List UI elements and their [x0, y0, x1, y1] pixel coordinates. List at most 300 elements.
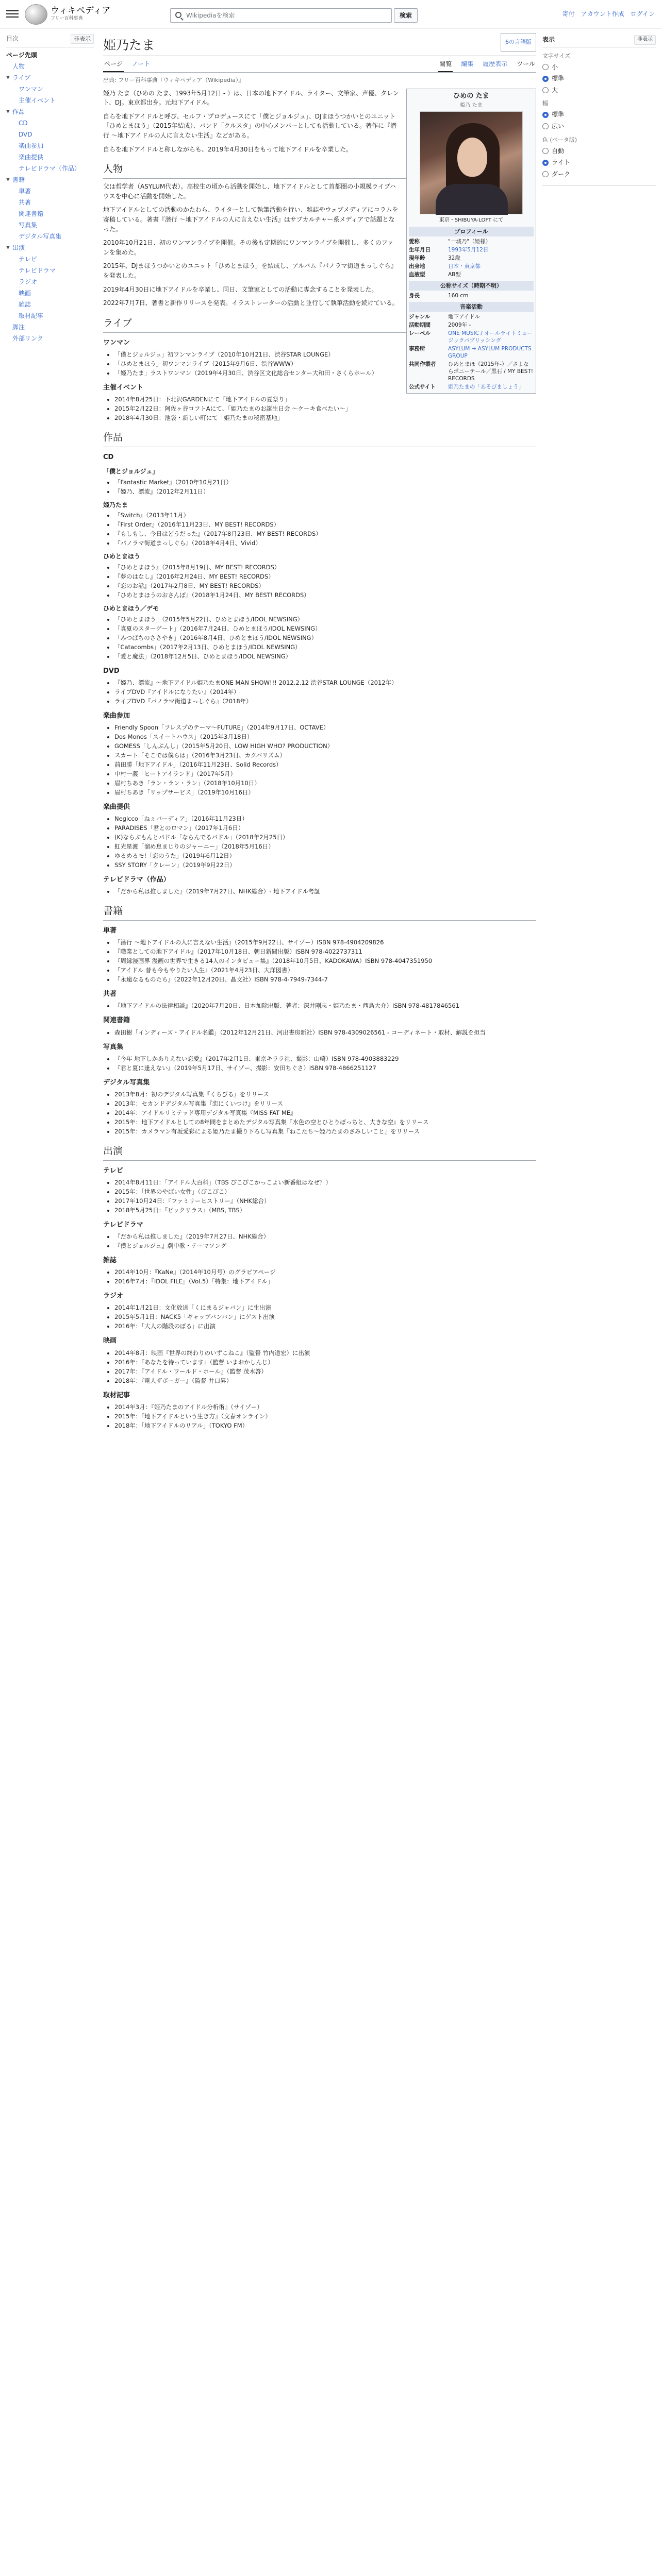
item-list [114, 815, 536, 870]
toc-header [6, 33, 94, 47]
list-item: • ゆるめるモ!「恋のうた」（2019年6月12日） [114, 852, 536, 860]
infobox-value: AB型 [448, 271, 461, 278]
list-item: • 「ひめとまほう」（2015年5月22日、ひめとまほう/IDOL NEWSING） [114, 615, 536, 624]
appearance-hide-button[interactable]: 非表示 [634, 35, 656, 45]
item-list [114, 1349, 536, 1385]
infobox-value[interactable]: 姫乃たまの「あそびましょう」 [448, 383, 524, 390]
source-note: 出典: フリー百科事典『ウィキペディア（Wikipedia）』 [103, 76, 244, 83]
toc-item-label: 写真集 [19, 222, 38, 229]
subsection-heading: DVD [103, 667, 120, 675]
paragraph: 父は哲学者（ASYLUM代表）。高校生の頃から活動を開始し、地下アイドルとして首都圏の小規模ライブハウスを中心に活動を開始した。 [103, 183, 396, 200]
toc-item-label: 書籍 [12, 176, 25, 184]
list-item: • 『ひめとまほうのおさんぽ』（2018年1月24日、MY BEST! RECORDS） [114, 591, 536, 600]
subsection-heading: 関連書籍 [103, 1016, 130, 1025]
paragraph: 2015年、DJまほうつかいとのユニット「ひめとまほう」を結成し、アルバム『パノラマ街道まっしぐら』を発表した。 [103, 262, 397, 279]
text-size-options [542, 62, 656, 95]
toc-item-label: 出演 [12, 244, 25, 252]
site-wordmark[interactable] [51, 6, 111, 23]
toc-item-5[interactable] [6, 106, 94, 117]
search-icon [175, 12, 181, 18]
list-item: • 2015年2月22日：阿佐ヶ谷ロフトAにて、「姫乃たまのお誕生日会 〜ケーキ食べたい〜」 [114, 404, 536, 413]
text-size-option-1[interactable] [542, 74, 656, 83]
radio-icon[interactable] [542, 64, 549, 70]
create-account-link[interactable]: アカウント作成 [581, 10, 624, 18]
view-tabs [438, 57, 536, 72]
toc-item-13[interactable] [6, 197, 94, 208]
toc-item-9[interactable] [6, 151, 94, 163]
lead-paragraph: 姫乃 たま（ひめの たま、1993年5月12日 - ）は、日本の地下アイドル、ライター、文筆家、声優、タレント、DJ。東京都出身。元地下アイドル。 [103, 89, 399, 107]
search-placeholder: Wikipediaを検索 [186, 11, 235, 19]
list-item: • スカート「そこでは僕らは」（2016年3月23日、カクバリズム） [114, 751, 536, 760]
infobox-row [409, 329, 534, 345]
language-button[interactable]: 6の言語版 [501, 33, 536, 52]
wikipedia-logo[interactable] [25, 4, 47, 25]
infobox-value: 1993年5月12日 [448, 246, 489, 253]
toc-item-21[interactable] [6, 287, 94, 299]
toc-item-label: 作品 [12, 108, 25, 116]
toc-item-label: テレビドラマ（作品） [19, 165, 80, 173]
list-item: • 2016年：「大人の階段のぼる」に出演 [114, 1322, 536, 1331]
list-item: • 2014年8月：映画『世界の終わりのいずこねこ』（監督 竹内道宏）に出演 [114, 1349, 536, 1358]
item-list [114, 1002, 536, 1010]
site-tagline: フリー百科事典 [51, 16, 83, 21]
section-heading [103, 904, 536, 921]
toc-hide-button[interactable]: 非表示 [71, 34, 94, 44]
list-item: • 「僕とジョルジュ」初ワンマンライブ（2010年10月21日、渋谷STAR LOUNGE） [114, 350, 536, 359]
list-item: • 前田勝「地下アイドル」（2016年11月23日、Solid Records） [114, 760, 536, 769]
infobox-value: 2009年 - [448, 321, 471, 328]
toc-item-label: CD [19, 120, 28, 127]
list-item: • 『永遠なるものたち』（2022年12月20日、晶文社）ISBN 978-4-7949-7344-7 [114, 975, 536, 984]
list-item: • 2014年8月25日：下北沢GARDENにて「地下アイドルの夏祭り」 [114, 395, 536, 404]
radio-label: 標準 [552, 75, 565, 82]
subsection-heading: 主催イベント [103, 383, 144, 392]
infobox-row [409, 345, 534, 360]
infobox-key: 出身地 [409, 263, 425, 269]
infobox-value: "一城乃"（姫様） [448, 238, 491, 245]
toc-title: 目次 [6, 35, 19, 42]
item-list [114, 1090, 536, 1136]
radio-icon[interactable] [542, 171, 549, 177]
namespace-tabs [103, 57, 151, 72]
section-heading-text: 出演 [103, 1145, 123, 1157]
list-item: • 虹光星渡「溜め息まじりのジャーニー」（2018年5月16日） [114, 842, 536, 851]
tab-history[interactable]: 履歴表示 [483, 60, 508, 67]
search-button[interactable]: 検索 [394, 8, 418, 23]
toc-item-17[interactable] [6, 242, 94, 253]
toc-item-11[interactable] [6, 174, 94, 185]
infobox-size-rows [409, 292, 534, 300]
list-item: • 眉村ちあき「リップサービス」（2019年10月16日） [114, 788, 536, 797]
toc-item-20[interactable] [6, 276, 94, 287]
toc-item-label: テレビドラマ [19, 267, 56, 275]
infobox-key: 血液型 [409, 271, 425, 278]
color-option-2[interactable] [542, 170, 656, 179]
site-name: ウィキペディア [51, 6, 111, 16]
paragraph: 2019年4月30日に地下アイドルを卒業し、同日、文筆家としての活動に専念することを発表した。 [103, 285, 378, 293]
text-size-option-0[interactable] [542, 62, 656, 72]
list-item: • 眉村ちあき「ラン・ラン・ラン」（2018年10月10日） [114, 779, 536, 788]
infobox-key: レーベル [409, 330, 431, 336]
login-link[interactable]: ログイン [630, 10, 655, 18]
infobox-value: 160 cm [448, 292, 469, 299]
toc-item-14[interactable] [6, 208, 94, 219]
infobox-value: 地下アイドル [448, 313, 481, 320]
infobox-row [409, 262, 534, 270]
lead-paragraph: 自らを地下アイドルと呼び、セルフ・プロデュースにて「僕とジョルジュ」、DJまほうつかいとのユニット「ひめとまほう」（2015年結成）、バンド「クルスタ」の中心メンバーとしても活動している。著作に『潜行 〜地下アイドルの人に言えない生活』などがある。 [103, 112, 396, 140]
toc-item-18[interactable] [6, 253, 94, 265]
list-item: • 「真夏のスターゲート」（2016年7月24日、ひめとまほう/IDOL NEWSING） [114, 624, 536, 633]
item-list [114, 679, 536, 706]
item-list [114, 1403, 536, 1430]
item-list [114, 938, 536, 984]
infobox [406, 89, 536, 394]
infobox-key: 現年齢 [409, 255, 425, 261]
radio-label: 小 [552, 63, 558, 71]
sub-subsection-heading: 「僕とジョルジュ」 [103, 468, 159, 476]
list-item: • (K)ならぶもんとパドル「ならんでるパドル」（2018年2月25日） [114, 833, 536, 842]
profile-photo[interactable] [420, 111, 523, 214]
subsection-heading: CD [103, 453, 114, 462]
list-item: • 『First Order』（2016年11月23日、MY BEST! RECORDS） [114, 520, 536, 529]
toc-item-12[interactable] [6, 185, 94, 197]
item-list [114, 1232, 536, 1250]
caret-down-icon[interactable]: ▼ [6, 75, 10, 81]
radio-icon[interactable] [542, 87, 549, 93]
tab-tools[interactable]: ツール [517, 60, 535, 67]
item-list [114, 615, 536, 661]
toc-item-label: ワンマン [19, 86, 44, 93]
list-item: • 『恋のお話』（2017年2月8日、MY BEST! RECORDS） [114, 582, 536, 590]
infobox-size-heading: 公称サイズ（時期不明） [409, 281, 534, 291]
list-item: • 「ひめとまほう」初ワンマンライブ（2015年9月6日、渋谷WWW） [114, 360, 536, 368]
toc-list [6, 49, 94, 344]
color-option-0[interactable] [542, 146, 656, 156]
toc-item-23[interactable] [6, 310, 94, 321]
toc-item-7[interactable] [6, 129, 94, 140]
list-item: • 『Switch』（2013年11月） [114, 511, 536, 520]
infobox-row [409, 238, 534, 246]
list-item: • 2018年：「地下アイドルのリアル」（TOKYO FM） [114, 1421, 536, 1430]
sub-subsection-heading: ひめとまほう／デモ [103, 604, 159, 612]
subsection-heading: 映画 [103, 1337, 117, 1345]
text-size-option-2[interactable] [542, 86, 656, 95]
infobox-row [409, 383, 534, 391]
toc-item-label: 主催イベント [19, 97, 56, 105]
list-item: • 『姫乃、漂流』（2012年2月11日） [114, 487, 536, 496]
section-heading-text: 書籍 [103, 905, 123, 917]
toc-item-25[interactable] [6, 333, 94, 344]
list-item: • 『アイドル 昔も今もやりたい人生』（2021年4月23日、大洋図書） [114, 966, 536, 975]
list-item: • 『地下アイドルの法律相談』（2020年7月20日、日本加除出版、著者：深井剛志・姫乃たま・西島大介）ISBN 978-4817846561 [114, 1002, 536, 1010]
paragraph: 2022年7月7日、著書と新作リリースを発表。イラストレーターの活動と並行して執筆活動を続けている。 [103, 299, 399, 307]
subsection-heading: 雑誌 [103, 1257, 117, 1265]
toc-item-label: 共著 [19, 199, 31, 207]
infobox-value: 32歳 [448, 255, 460, 261]
radio-icon[interactable] [542, 123, 549, 129]
page-title-text: 姫乃たま [103, 38, 155, 53]
tab-edit[interactable]: 編集 [461, 60, 474, 67]
list-item: • 『姫乃、漂流』〜地下アイドル姫乃たまONE MAN SHOW!!! 2012.2.12 渋谷STAR LOUNGE（2012年） [114, 679, 536, 687]
list-item: • 2014年8月11日：「アイドル大百科」（TBS ぴこぴこかっこよい新番組はなぜ？） [114, 1178, 536, 1187]
subsection-heading: テレビドラマ [103, 1221, 143, 1229]
search-input[interactable] [170, 8, 392, 23]
infobox-row [409, 321, 534, 329]
appearance-title: 表示 [542, 36, 555, 43]
color-heading: 色 (ベータ版) [542, 136, 577, 143]
item-list [114, 395, 536, 422]
section-heading [103, 1144, 536, 1161]
toc-item-label: ラジオ [19, 278, 38, 286]
section-heading-text: ライブ [103, 317, 132, 329]
toc-item-10[interactable] [6, 163, 94, 174]
color-options [542, 146, 656, 179]
list-item: • 2013年8月：初のデジタル写真集『くちびる』をリリース [114, 1090, 536, 1099]
list-item: • 『だから私は推しました』（2019年7月27日、NHK総合） [114, 1232, 536, 1241]
infobox-value: 日本・東京都 [448, 263, 481, 269]
item-list [114, 887, 536, 896]
infobox-value[interactable]: ONE MUSIC / オールライトミュージックパブリッシング [448, 330, 533, 344]
page-title [103, 33, 536, 56]
toc-item-label: ページ先頭 [6, 52, 37, 59]
appearance-box [542, 33, 656, 185]
list-item: • 『君と夏に逢えない』（2019年5月17日、サイゾー、撮影：安田ちぐさ）ISBN 978-4866251127 [114, 1064, 536, 1073]
tools-sidebar [542, 33, 656, 190]
subsection-heading: ラジオ [103, 1292, 124, 1300]
list-item: • Friendly Spoon「フレスプのテーマ〜FUTURE」（2014年9月17日、OCTAVE） [114, 723, 536, 732]
radio-icon[interactable] [542, 76, 549, 82]
radio-label: 大 [552, 86, 558, 94]
subsection-heading: ワンマン [103, 338, 130, 347]
subsection-heading: 写真集 [103, 1043, 124, 1051]
subsection-heading: 共著 [103, 990, 117, 998]
radio-icon[interactable] [542, 148, 549, 154]
radio-icon[interactable] [542, 112, 549, 118]
toc-item-label: 単著 [19, 188, 31, 195]
main-content [103, 33, 536, 1433]
color-option-1[interactable] [542, 158, 656, 167]
toc-item-label: ライブ [12, 74, 31, 82]
toc-item-24[interactable] [6, 321, 94, 333]
personal-tools [562, 9, 655, 19]
list-item: • 森田樹「インディーズ・アイドル名鑑」（2012年12月21日、河出書房新社）ISBN 978-4309026561 - コーディネート・取材、解説を担当 [114, 1028, 536, 1037]
infobox-key: 身長 [409, 292, 420, 299]
radio-label: ダーク [552, 170, 571, 178]
section-heading [103, 431, 536, 447]
item-list [114, 478, 536, 496]
photo-caption: 東京・SHIBUYA-LOFT にて [439, 217, 504, 224]
list-item: • 中村一義「ヒートアイランド」（2017年5月） [114, 770, 536, 778]
toc-sidebar [6, 33, 94, 344]
tab-page[interactable]: ページ [103, 57, 124, 72]
item-list [114, 723, 536, 797]
list-item: • 『職業としての地下アイドル』（2017年10月18日、朝日新聞出版）ISBN 978-4022737311 [114, 947, 536, 956]
infobox-profile-rows [409, 238, 534, 279]
radio-label: ライト [552, 159, 570, 166]
infobox-row [409, 292, 534, 300]
list-item: • GOMESS「しんぶんし」（2015年5月20日、LOW HIGH WHO? PRODUCTION） [114, 742, 536, 751]
list-item: • 『Fantastic Market』（2010年10月21日） [114, 478, 536, 487]
toc-item-16[interactable] [6, 231, 94, 242]
page-tabs [103, 57, 536, 73]
toc-item-label: 外部リンク [12, 335, 43, 343]
toc-item-6[interactable] [6, 117, 94, 129]
site-header [0, 0, 662, 29]
list-item: • 『もしもし、今日はどうだった』（2017年8月23日、MY BEST! RECORDS） [114, 530, 536, 538]
item-list [114, 1055, 536, 1073]
paragraph: 2010年10月21日、初のワンマンライブを開催。その後も定期的にワンマンライブを開催し、多くのファンを集めた。 [103, 239, 394, 256]
list-item: • 2017年：『アイドル・ワールド・ホール』（監督 茂木啓） [114, 1367, 536, 1376]
list-item: • 「姫乃たま」ラストワンマン（2019年4月30日、渋谷区文化総合センター大和田・さくらホール） [114, 369, 536, 378]
toc-item-label: 映画 [19, 290, 31, 297]
list-item: • 「愛と魔法」（2018年12月5日、ひめとまほう/IDOL NEWSING） [114, 652, 536, 661]
item-list [114, 1303, 536, 1331]
radio-icon[interactable] [542, 160, 549, 166]
sub-subsection-heading: ひめとまほう [103, 553, 141, 561]
toc-item-label: 楽曲提供 [19, 154, 44, 161]
infobox-title: ひめの たま [453, 92, 489, 100]
item-list [114, 1028, 536, 1037]
list-item: • 2013年：セカンドデジタル写真集『恋にくいつけ』をリリース [114, 1099, 536, 1108]
subsection-heading: 取材記事 [103, 1391, 130, 1399]
list-item: • 『周縁漫画界 漫画の世界で生きる14人のインタビュー集』（2018年10月5日、KADOKAWA）ISBN 978-4047351950 [114, 957, 536, 965]
subsection-heading: 単著 [103, 927, 117, 935]
infobox-key: 活動期間 [409, 321, 431, 328]
toc-item-label: DVD [19, 131, 32, 139]
lead-paragraph: 自らを地下アイドルと称しながらも、2019年4月30日をもって地下アイドルを卒業した。 [103, 145, 353, 153]
subsection-heading: 楽曲提供 [103, 803, 130, 811]
subsection-heading: 楽曲参加 [103, 711, 130, 720]
donate-link[interactable]: 寄付 [562, 10, 575, 18]
infobox-row [409, 246, 534, 254]
width-option-1[interactable] [542, 122, 656, 131]
infobox-music-rows [409, 313, 534, 391]
appearance-header [542, 35, 656, 47]
infobox-key: 共同作業者 [409, 361, 436, 367]
infobox-profile-heading: プロフィール [409, 227, 534, 236]
toc-item-label: 雑誌 [19, 301, 31, 309]
subsection-heading: テレビドラマ（作品） [103, 875, 170, 884]
toc-item-15[interactable] [6, 219, 94, 231]
list-item: • 『夢のはなし』（2016年2月24日、MY BEST! RECORDS） [114, 572, 536, 581]
list-item: • 2018年4月30日：池袋・新しい町にて「姫乃たまの秘密基地」 [114, 414, 536, 422]
list-item: • 2014年3月：『姫乃たまのアイドル分析術』（サイゾー） [114, 1403, 536, 1412]
list-item: • 2015年：『地下アイドルという生き方』（文春オンライン） [114, 1412, 536, 1421]
infobox-key: 愛称 [409, 238, 420, 245]
list-item: • 2015年：カメラマン有坂愛彩による姫乃たま撮り下ろし写真集『ねこたち〜姫乃たまのさみしいこと』をリリース [114, 1127, 536, 1136]
list-item: • 2018年5月25日：『ビックリラス』（MBS, TBS） [114, 1206, 536, 1215]
toc-item-label: 関連書籍 [19, 210, 44, 218]
radio-label: 広い [552, 123, 565, 130]
radio-label: 標準 [552, 111, 565, 118]
section-heading-text: 作品 [103, 432, 123, 444]
list-item: • 『ひめとまほう』（2015年8月19日、MY BEST! RECORDS） [114, 563, 536, 572]
toc-item-4[interactable] [6, 95, 94, 106]
toc-item-label: 脚注 [12, 324, 25, 331]
list-item: • 『潜行 〜地下アイドルの人に言えない生活』（2015年9月22日、サイゾー）ISBN 978-4904209826 [114, 938, 536, 947]
infobox-row [409, 270, 534, 279]
list-item: • 『僕とジョルジュ』劇中歌・テーマソング [114, 1242, 536, 1250]
infobox-key: 事務所 [409, 345, 425, 352]
infobox-key: ジャンル [409, 313, 431, 320]
list-item: • PARADISES「君とのロマン」（2017年1月6日） [114, 824, 536, 833]
toc-item-8[interactable] [6, 140, 94, 151]
list-item: • ライブDVD『パノラマ街道まっしぐら』（2018年） [114, 697, 536, 706]
list-item: • 2014年1月21日：文化放送「くにまるジャパン」に生出演 [114, 1303, 536, 1312]
toc-item-19[interactable] [6, 265, 94, 276]
list-item: • SSY STORY「クレーン」（2019年9月22日） [114, 861, 536, 870]
caret-down-icon[interactable]: ▼ [6, 177, 10, 183]
caret-down-icon[interactable]: ▼ [6, 109, 10, 115]
toc-item-label: デジタル写真集 [19, 233, 62, 241]
list-item: • 2014年10月：『KaNe』（2014年10月号）のグラビアページ [114, 1268, 536, 1277]
toc-item-0[interactable] [6, 49, 94, 61]
width-heading: 幅 [542, 100, 548, 107]
list-item: • 2018年：『電人ザボーガー』（監督 井口昇） [114, 1377, 536, 1385]
item-list [114, 1178, 536, 1215]
list-item: • 2016年：『あなたを待っています』（監督 いまおかしんじ） [114, 1358, 536, 1367]
radio-label: 自動 [552, 147, 565, 155]
list-item: • 『パノラマ街道まっしぐら』（2018年4月4日、Vivid） [114, 539, 536, 548]
tab-talk[interactable]: ノート [131, 60, 151, 67]
list-item: • Negicco「ねぇバーディア」（2016年11月23日） [114, 815, 536, 823]
list-item: • ライブDVD『アイドルになりたい』（2014年） [114, 688, 536, 697]
section-heading-text: 人物 [103, 163, 123, 175]
list-item: • 「みつばちのささやき」（2016年8月4日、ひめとまほう/IDOL NEWSING） [114, 634, 536, 642]
infobox-key: 生年月日 [409, 246, 431, 253]
tab-read[interactable]: 閲覧 [438, 57, 453, 72]
width-options [542, 110, 656, 131]
list-item: • 2015年：地下アイドルとしての8年間をまとめたデジタル写真集『水色の空とひとりぼっちと、大きな空』をリリース [114, 1118, 536, 1127]
list-item: • Dos Monos「スイートハウス」（2015年3月18日） [114, 733, 536, 741]
infobox-music-heading: 音楽活動 [409, 302, 534, 312]
toc-item-2[interactable] [6, 72, 94, 83]
paragraph: 地下アイドルとしての活動のかたわら、ライターとして執筆活動を行い、雑誌やウェブメディアにコラムを寄稿している。著書『潜行 〜地下アイドルの人に言えない生活』はサブカルチャー系メディアで話題となった。 [103, 206, 399, 233]
infobox-subtitle: 姫乃 たま [460, 102, 483, 108]
main-menu-icon[interactable] [6, 8, 19, 19]
list-item: • 2014年：アイドルリミテッド専用デジタル写真集『MISS FAT ME』 [114, 1109, 536, 1117]
list-item: • 『今年 地下しかありえない恋愛』（2017年2月1日、東京キララ社、撮影：山崎）ISBN 978-4903883229 [114, 1055, 536, 1063]
width-option-0[interactable] [542, 110, 656, 120]
list-item: • 2015年：「世界のやばい女性」（ぴこぴこ） [114, 1188, 536, 1196]
item-list [114, 563, 536, 600]
toc-item-label: 人物 [12, 63, 25, 71]
toc-item-label: テレビ [19, 256, 37, 263]
infobox-value[interactable]: ASYLUM → ASYLUM PRODUCTS GROUP [448, 345, 532, 359]
infobox-key: 公式サイト [409, 383, 436, 390]
item-list [114, 511, 536, 548]
infobox-row [409, 313, 534, 321]
text-size-heading: 文字サイズ [542, 52, 571, 59]
toc-item-label: 楽曲参加 [19, 142, 44, 150]
caret-down-icon[interactable]: ▼ [6, 245, 10, 251]
list-item: • 2017年10月24日：『ファミリーヒストリー』（NHK総合） [114, 1197, 536, 1206]
toc-item-1[interactable] [6, 61, 94, 72]
infobox-row [409, 254, 534, 262]
list-item: • 2016年7月：『IDOL FILE』（Vol.5）「特集：地下アイドル」 [114, 1277, 536, 1286]
subsection-heading: テレビ [103, 1166, 123, 1175]
list-item: • 「Catacombs」（2017年2月13日、ひめとまほう/IDOL NEWSING） [114, 643, 536, 652]
list-item: • 2015年5月1日：NACK5「ギャップバンバン」にゲスト出演 [114, 1313, 536, 1321]
list-item: • 『だから私は推しました』（2019年7月27日、NHK総合）- 地下アイドル考証 [114, 887, 536, 896]
infobox-value: ひめとまほ（2015年-）／さよならポニーテール／黒石 / MY BEST! RECORDS [448, 361, 533, 382]
toc-item-label: 取材記事 [19, 312, 44, 320]
toc-item-22[interactable] [6, 299, 94, 310]
sub-subsection-heading: 姫乃たま [103, 501, 128, 509]
item-list [114, 1268, 536, 1286]
infobox-row [409, 360, 534, 383]
toc-item-3[interactable] [6, 83, 94, 95]
